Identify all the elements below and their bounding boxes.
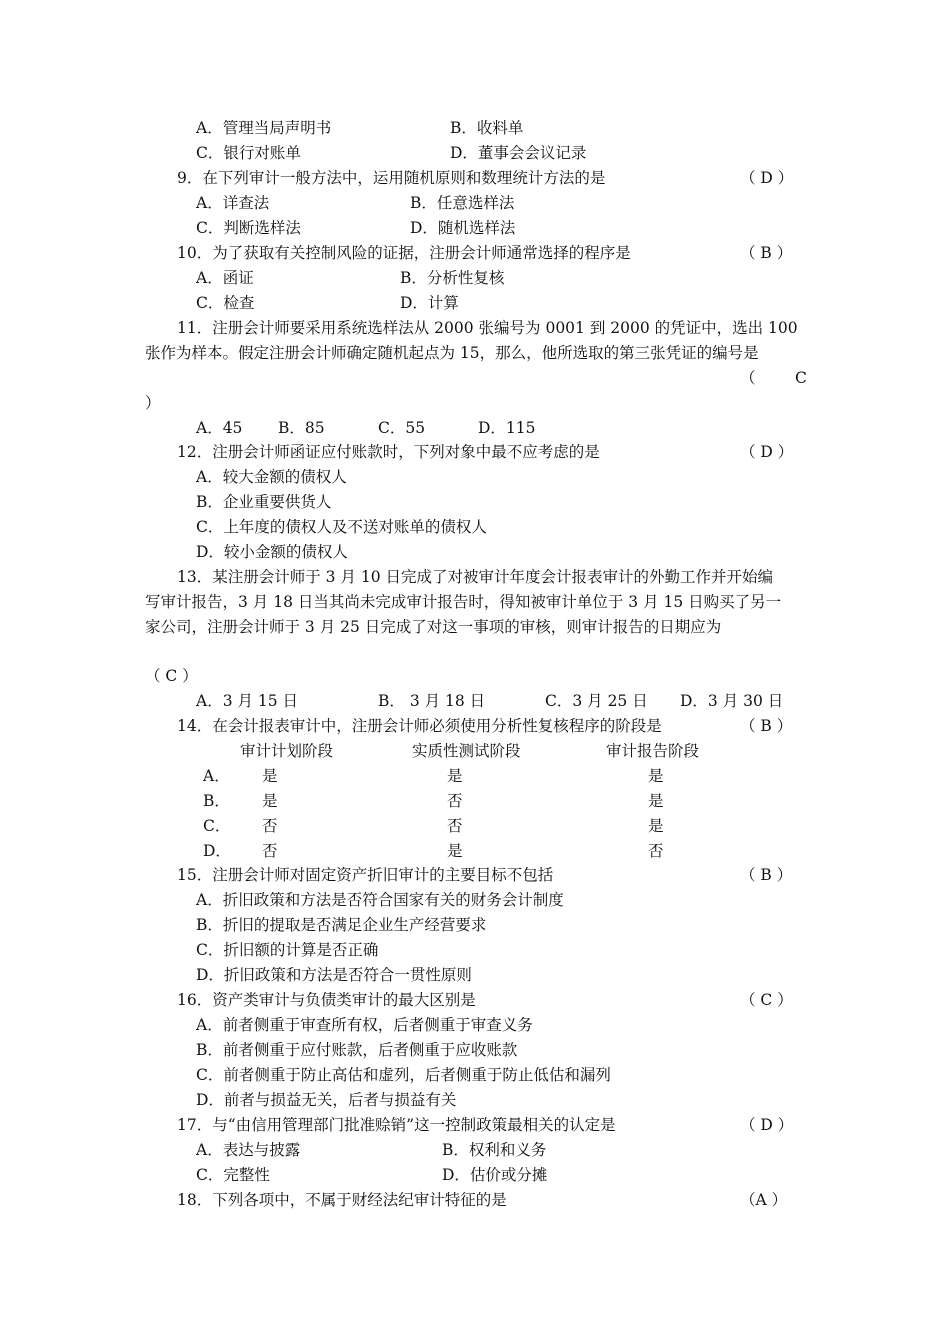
q17-answer: （ D ）	[740, 1116, 794, 1134]
q9-answer: （ D ）	[740, 169, 794, 187]
q16-option-c: C．前者侧重于防止高估和虚列，后者侧重于防止低估和漏列	[196, 1066, 611, 1084]
q14-row-cell: 是	[447, 842, 463, 860]
q14-header-plan: 审计计划阶段	[240, 742, 334, 760]
q14-row-cell: 否	[447, 792, 463, 810]
q14-answer: （ B ）	[740, 717, 793, 735]
q11-option-a: A．45	[196, 419, 243, 437]
q11-option-d: D．115	[478, 419, 536, 437]
q11-stem-line1: 11．注册会计师要采用系统选样法从 2000 张编号为 0001 到 2000 的凭证中，选出 100	[177, 319, 798, 337]
q13-option-a: A．3 月 15 日	[196, 692, 299, 710]
q10-option-c: C．检查	[196, 294, 255, 312]
q16-stem: 16．资产类审计与负债类审计的最大区别是	[177, 991, 476, 1009]
q17-option-a: A．表达与披露	[196, 1141, 301, 1159]
q14-stem: 14．在会计报表审计中，注册会计师必须使用分析性复核程序的阶段是	[177, 717, 662, 735]
q13-option-c: C．3 月 25 日	[545, 692, 648, 710]
q11-option-b: B．85	[278, 419, 325, 437]
q17-option-d: D．估价或分摊	[442, 1166, 548, 1184]
q11-stem-line2: 张作为样本。假定注册会计师确定随机起点为 15，那么，他所选取的第三张凭证的编号是	[145, 344, 759, 362]
q14-row-cell: 是	[262, 792, 278, 810]
q12-stem: 12．注册会计师函证应付账款时，下列对象中最不应考虑的是	[177, 443, 600, 461]
q9-option-b: B．任意选样法	[410, 194, 515, 212]
q9-option-d: D．随机选样法	[410, 219, 516, 237]
q14-row-label: A．	[203, 767, 230, 785]
q10-stem: 10．为了获取有关控制风险的证据，注册会计师通常选择的程序是	[177, 244, 631, 262]
q12-option-b: B．企业重要供货人	[196, 493, 332, 511]
q9-option-c: C．判断选样法	[196, 219, 301, 237]
q18-stem: 18．下列各项中，不属于财经法纪审计特征的是	[177, 1191, 507, 1209]
q14-row-cell: 否	[262, 842, 278, 860]
q10-option-b: B．分析性复核	[400, 269, 505, 287]
q15-stem: 15．注册会计师对固定资产折旧审计的主要目标不包括	[177, 866, 554, 884]
q14-header-substantive: 实质性测试阶段	[412, 742, 521, 760]
q12-answer: （ D ）	[740, 443, 794, 461]
q9-stem: 9．在下列审计一般方法中，运用随机原则和数理统计方法的是	[177, 169, 606, 187]
q9-option-a: A．详查法	[196, 194, 270, 212]
q11-option-c: C．55	[378, 419, 426, 437]
q16-answer: （ C ）	[740, 991, 793, 1009]
q14-row-label: B．	[203, 792, 230, 810]
q13-option-d: D．3 月 30 日	[680, 692, 784, 710]
q14-row-cell: 是	[648, 792, 664, 810]
q16-option-b: B．前者侧重于应付账款，后者侧重于应收账款	[196, 1041, 518, 1059]
q16-option-d: D．前者与损益无关，后者与损益有关	[196, 1091, 457, 1109]
q10-option-d: D．计算	[400, 294, 459, 312]
q11-answer-open: （	[740, 369, 756, 387]
q17-option-b: B．权利和义务	[442, 1141, 547, 1159]
q12-option-c: C．上年度的债权人及不送对账单的债权人	[196, 518, 487, 536]
q11-answer-close: ）	[145, 394, 161, 412]
q16-option-a: A．前者侧重于审查所有权，后者侧重于审查义务	[196, 1016, 533, 1034]
q8-option-a: A．管理当局声明书	[196, 119, 332, 137]
q13-answer: （ C ）	[145, 667, 198, 685]
q14-row-cell: 否	[648, 842, 664, 860]
q10-option-a: A．函证	[196, 269, 254, 287]
q17-option-c: C．完整性	[196, 1166, 270, 1184]
q13-stem-line1: 13．某注册会计师于 3 月 10 日完成了对被审计年度会计报表审计的外勤工作并开始编	[177, 568, 774, 586]
q14-header-report: 审计报告阶段	[606, 742, 700, 760]
q12-option-d: D．较小金额的债权人	[196, 543, 348, 561]
q11-answer-letter: C	[795, 369, 807, 387]
q12-option-a: A．较大金额的债权人	[196, 468, 347, 486]
q14-row-cell: 是	[648, 767, 664, 785]
q14-row-label: C．	[203, 817, 231, 835]
q13-stem-line3: 家公司，注册会计师于 3 月 25 日完成了对这一事项的审核，则审计报告的日期应为	[145, 618, 722, 636]
q15-option-a: A．折旧政策和方法是否符合国家有关的财务会计制度	[196, 891, 564, 909]
q14-row-cell: 是	[447, 767, 463, 785]
q15-option-d: D．折旧政策和方法是否符合一贯性原则	[196, 966, 472, 984]
q8-option-c: C．银行对账单	[196, 144, 301, 162]
q14-row-cell: 否	[447, 817, 463, 835]
q15-answer: （ B ）	[740, 866, 793, 884]
q13-stem-line2: 写审计报告，3 月 18 日当其尚未完成审计报告时，得知被审计单位于 3 月 15 日购买了另一	[145, 593, 782, 611]
q17-stem: 17．与“由信用管理部门批准赊销”这一控制政策最相关的认定是	[177, 1116, 616, 1134]
q15-option-c: C．折旧额的计算是否正确	[196, 941, 379, 959]
q15-option-b: B．折旧的提取是否满足企业生产经营要求	[196, 916, 487, 934]
q14-row-cell: 是	[262, 767, 278, 785]
q14-row-label: D．	[203, 842, 231, 860]
q10-answer: （ B ）	[740, 244, 793, 262]
q14-row-cell: 是	[648, 817, 664, 835]
q14-row-cell: 否	[262, 817, 278, 835]
q18-answer: （A ）	[740, 1191, 788, 1209]
q13-option-b: B． 3 月 18 日	[378, 692, 486, 710]
q8-option-b: B．收料单	[450, 119, 524, 137]
q8-option-d: D．董事会会议记录	[450, 144, 587, 162]
